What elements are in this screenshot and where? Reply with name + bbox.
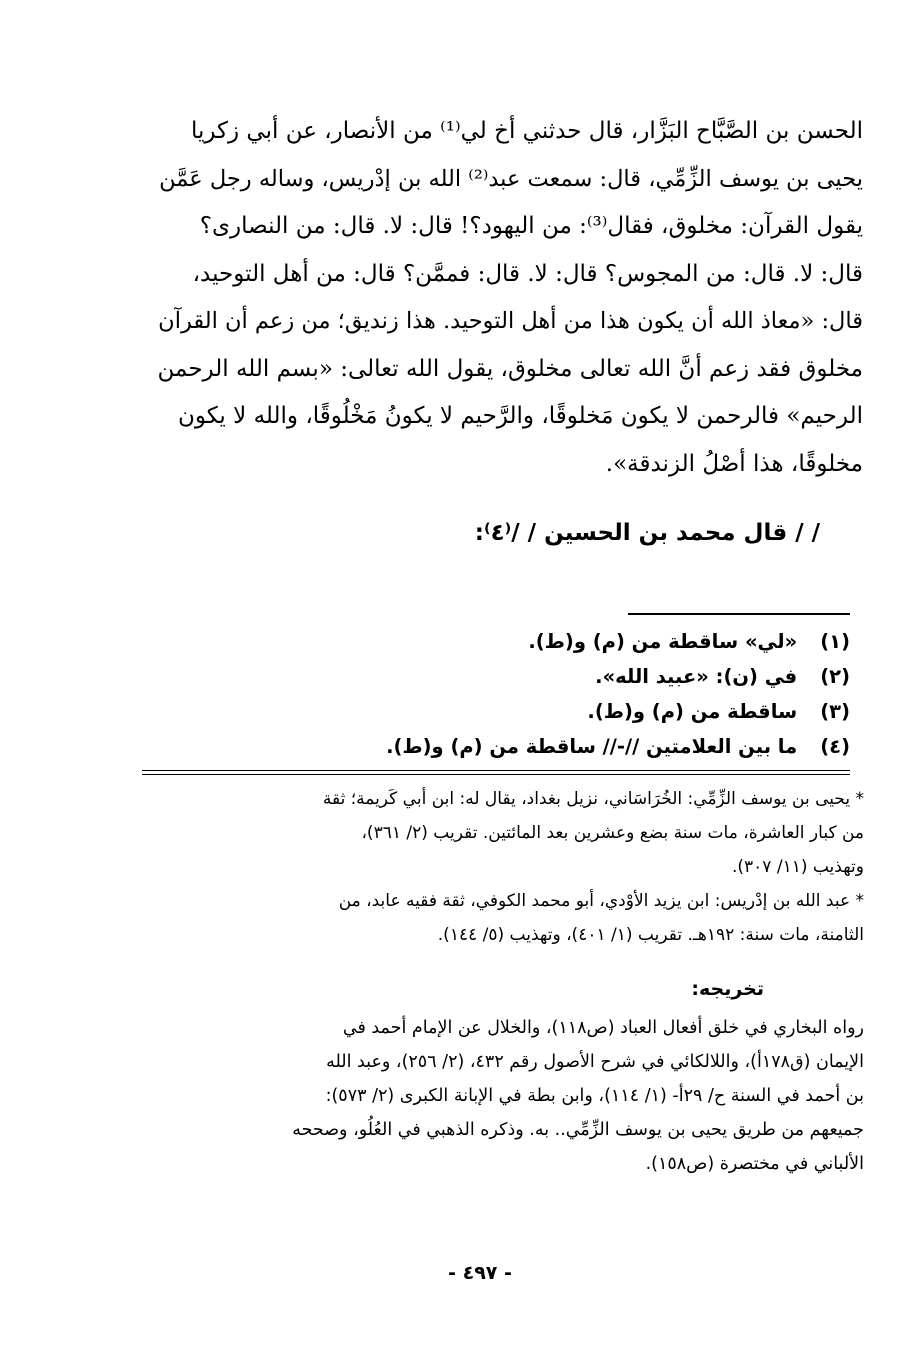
section-heading: / / قال محمد بن الحسين / /⁽٤⁾:	[474, 520, 820, 546]
biography-notes	[140, 782, 864, 952]
footnote-list	[370, 624, 850, 764]
double-rule-divider	[142, 770, 850, 775]
takhrij-title: تخريجه:	[691, 978, 764, 1000]
footnote-item	[370, 624, 850, 659]
main-text-line: الرحيم» فالرحمن لا يكون مَخلوقًا، والرَّحيم لا يكونُ مَخْلُوقًا، والله لا يكون	[177, 403, 863, 429]
footnote-item	[370, 659, 850, 694]
bio-line: * عبد الله بن إدْريس: ابن يزيد الأوْدي، أبو محمد الكوفي، ثقة فقيه عابد، من	[338, 891, 864, 911]
footnote-item	[370, 729, 850, 764]
footnote-text: ما بين العلامتين //-// ساقطة من (م) و(ط).	[386, 735, 798, 758]
bio-line: الثامنة، مات سنة: ١٩٢هـ. تقريب (١/ ٤٠١)، وتهذيب (٥/ ١٤٤).	[437, 925, 864, 945]
page-number: - ٤٩٧ -	[448, 1262, 512, 1284]
footnote-text: ساقطة من (م) و(ط).	[587, 700, 798, 723]
bio-line: من كبار العاشرة، مات سنة بضع وعشرين بعد المائتين. تقريب (٢/ ٣٦١)،	[361, 823, 864, 843]
takhrij-line: جميعهم من طريق يحيى بن يوسف الزِّمِّي.. به. وذكره الذهبي في العُلُو، وصححه	[292, 1120, 864, 1140]
takhrij-line: رواه البخاري في خلق أفعال العباد (ص١١٨)، والخلال عن الإمام أحمد في	[342, 1018, 864, 1038]
takhrij-line: بن أحمد في السنة ح/ ٢٩أ- (١/ ١١٤)، وابن بطة في الإبانة الكبرى (٢/ ٥٧٣):	[325, 1086, 864, 1106]
footnote-item	[370, 694, 850, 729]
main-text-line: قال: لا. قال: من المجوس؟ قال: لا. قال: فممَّن؟ قال: من أهل التوحيد،	[192, 260, 863, 287]
takhrij-line: الألباني في مختصرة (ص١٥٨).	[645, 1154, 864, 1174]
footnote-separator	[628, 613, 850, 615]
footnote-number: (٤)	[820, 735, 850, 758]
footnote-text: «لي» ساقطة من (م) و(ط).	[528, 630, 798, 653]
footnote-number: (٣)	[820, 700, 850, 723]
takhrij-line: الإيمان (ق١٧٨أ)، واللالكائي في شرح الأصول رقم ٤٣٢، (٢/ ٢٥٦)، وعبد الله	[326, 1052, 864, 1072]
bio-line: * يحيى بن يوسف الزِّمِّي: الخُرَاسَاني، نزيل بغداد، يقال له: ابن أبي كَريمة؛ ثقة	[322, 789, 864, 809]
main-text-line: مخلوق فقد زعم أنَّ الله تعالى مخلوق، يقول الله تعالى: «بسم الله الرحمن	[157, 355, 863, 382]
takhrij-text	[140, 1011, 864, 1181]
main-text-line: مخلوقًا، هذا أصْلُ الزندقة».	[605, 450, 863, 477]
footnote-number: (٢)	[820, 665, 850, 688]
main-text-block	[150, 108, 863, 488]
footnote-number: (١)	[820, 630, 850, 653]
main-text-line: يقول القرآن: مخلوق، فقال⁽³⁾: من اليهود؟! قال: لا. قال: من النصارى؟	[199, 213, 863, 239]
main-text-line: الحسن بن الصَّبَّاح البَزَّار، قال حدثني أخ لي⁽¹⁾ من الأنصار، عن أبي زكريا	[190, 118, 863, 144]
main-text-line: يحيى بن يوسف الزِّمِّي، قال: سمعت عبد⁽²⁾ الله بن إدْريس، وساله رجل عَمَّن	[159, 165, 863, 192]
main-text-line: قال: «معاذ الله أن يكون هذا من أهل التوحيد. هذا زنديق؛ من زعم أن القرآن	[158, 308, 863, 334]
bio-line: وتهذيب (١١/ ٣٠٧).	[731, 857, 864, 877]
footnote-text: في (ن): «عبيد الله».	[595, 665, 798, 688]
